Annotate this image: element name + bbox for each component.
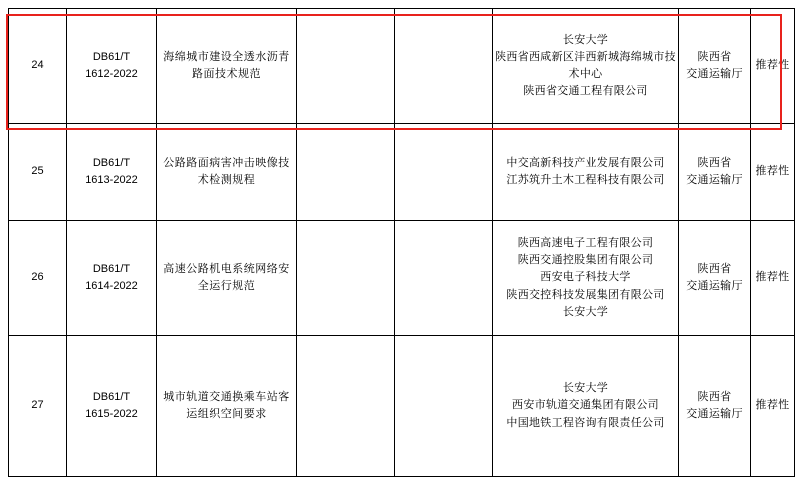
organization-line: 陕西交通控股集团有限公司 xyxy=(517,254,654,267)
department-line: 陕西省 xyxy=(697,50,732,63)
organization-line: 中交高新科技产业发展有限公司 xyxy=(506,156,665,169)
blank-cell-a xyxy=(297,336,395,477)
standard-type: 推荐性 xyxy=(751,336,795,477)
standard-type: 推荐性 xyxy=(751,9,795,124)
standards-table xyxy=(8,8,795,477)
organization-line: 长安大学 xyxy=(562,382,609,395)
governing-department xyxy=(679,221,751,336)
drafting-organizations xyxy=(493,124,679,221)
table-row xyxy=(9,9,795,124)
standard-title: 高速公路机电系统网络安全运行规范 xyxy=(157,221,297,336)
drafting-organizations xyxy=(493,336,679,477)
code-line: DB61/T xyxy=(92,156,131,169)
table-row xyxy=(9,221,795,336)
organization-line: 西安市轨道交通集团有限公司 xyxy=(512,399,659,412)
standard-title: 海绵城市建设全透水沥青路面技术规范 xyxy=(157,9,297,124)
blank-cell-b xyxy=(395,124,493,221)
department-line: 交通运输厅 xyxy=(686,408,743,420)
standard-type: 推荐性 xyxy=(751,124,795,221)
blank-cell-a xyxy=(297,221,395,336)
table-row xyxy=(9,336,795,477)
standard-code xyxy=(67,221,157,336)
standard-title: 公路路面病害冲击映像技术检测规程 xyxy=(157,124,297,221)
code-line: DB61/T xyxy=(92,50,131,63)
row-number: 27 xyxy=(9,336,67,477)
organization-line: 陕西高速电子工程有限公司 xyxy=(517,237,654,250)
blank-cell-a xyxy=(297,124,395,221)
department-line: 陕西省 xyxy=(697,262,732,275)
code-line: 1612-2022 xyxy=(85,68,138,80)
blank-cell-b xyxy=(395,9,493,124)
standard-title: 城市轨道交通换乘车站客运组织空间要求 xyxy=(157,336,297,477)
code-line: 1615-2022 xyxy=(85,408,138,420)
code-line: DB61/T xyxy=(92,262,131,275)
standard-type: 推荐性 xyxy=(751,221,795,336)
department-line: 陕西省 xyxy=(697,390,732,403)
governing-department xyxy=(679,9,751,124)
standard-code xyxy=(67,9,157,124)
code-line: 1613-2022 xyxy=(85,174,138,186)
drafting-organizations xyxy=(493,221,679,336)
governing-department xyxy=(679,124,751,221)
department-line: 交通运输厅 xyxy=(686,68,743,80)
code-line: 1614-2022 xyxy=(85,280,138,292)
organization-line: 陕西省西咸新区沣西新城海绵城市技术中心 xyxy=(495,50,676,80)
blank-cell-a xyxy=(297,9,395,124)
blank-cell-b xyxy=(395,336,493,477)
row-number: 26 xyxy=(9,221,67,336)
standard-code xyxy=(67,124,157,221)
department-line: 交通运输厅 xyxy=(686,174,743,186)
document-page xyxy=(0,8,800,504)
organization-line: 中国地铁工程咨询有限责任公司 xyxy=(506,416,665,429)
organization-line: 陕西省交通工程有限公司 xyxy=(523,85,648,98)
organization-line: 长安大学 xyxy=(562,33,609,46)
department-line: 交通运输厅 xyxy=(686,280,743,292)
governing-department xyxy=(679,336,751,477)
organization-line: 江苏筑升土木工程科技有限公司 xyxy=(506,174,665,186)
department-line: 陕西省 xyxy=(697,156,732,169)
row-number: 24 xyxy=(9,9,67,124)
drafting-organizations xyxy=(493,9,679,124)
organization-line: 西安电子科技大学 xyxy=(540,271,631,284)
organization-line: 长安大学 xyxy=(562,305,609,318)
table-row xyxy=(9,124,795,221)
code-line: DB61/T xyxy=(92,390,131,403)
organization-line: 陕西交控科技发展集团有限公司 xyxy=(506,288,665,301)
row-number: 25 xyxy=(9,124,67,221)
standard-code xyxy=(67,336,157,477)
blank-cell-b xyxy=(395,221,493,336)
